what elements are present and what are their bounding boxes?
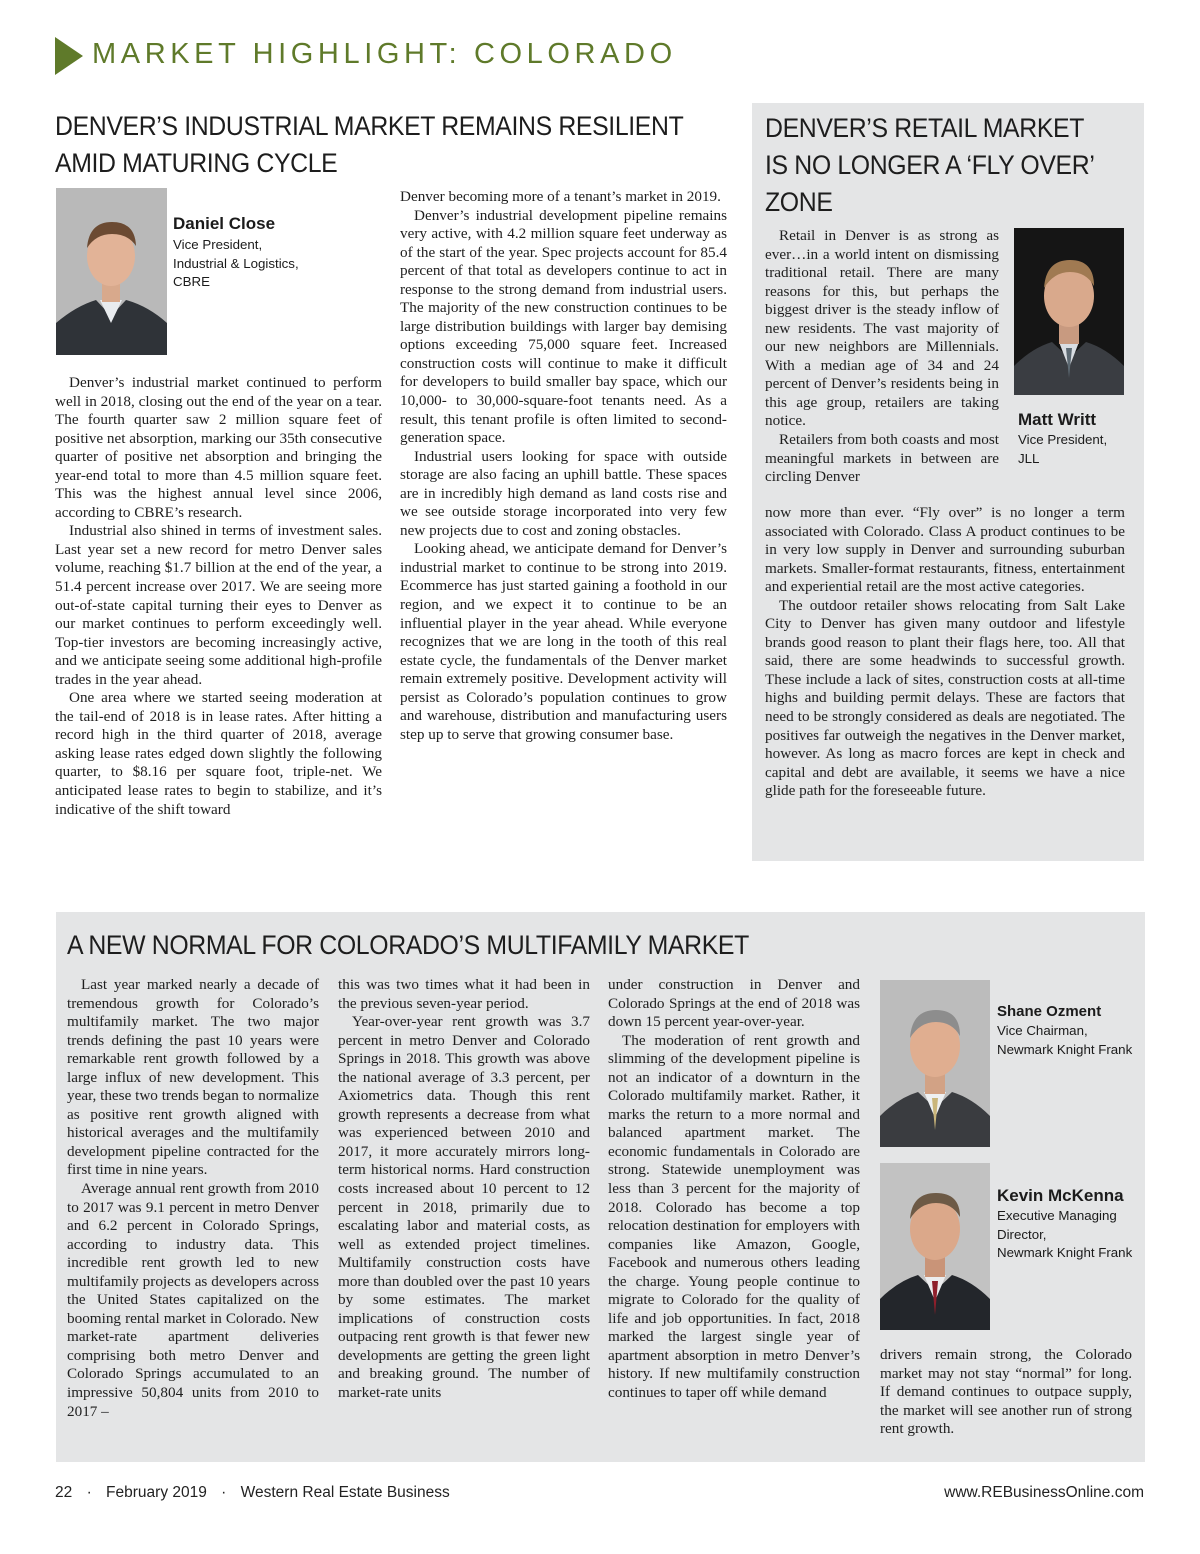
daniel-close-photo	[56, 188, 167, 355]
author-name: Kevin McKenna	[997, 1186, 1124, 1205]
author-name: Shane Ozment	[997, 1003, 1102, 1020]
multifamily-column-4	[880, 1346, 1132, 1439]
paragraph: Denver becoming more of a tenant’s market in 2019.	[400, 188, 721, 205]
author-title: Vice President, JLL	[1018, 432, 1108, 466]
retail-paragraph-1: Retail in Denver is as strong as ever…in a world intent on dismissing traditional retail. There are many reasons for this, but perhaps the biggest driver is the steady inflow of new residents. The vast majority of our new neighbors are Millennials. With a median age of 34 and 24 percent of Denver’s residents being in this age group, retailers are taking notice. Retailers from both coasts and most meaningful markets in between are circling Denver	[765, 227, 999, 486]
page-number: 22	[55, 1484, 73, 1501]
multifamily-headline: A NEW NORMAL FOR COLORADO’S MULTIFAMILY MARKET	[67, 930, 749, 960]
industrial-headline: DENVER’S INDUSTRIAL MARKET REMAINS RESILIENT AMID MATURING CYCLE	[55, 111, 684, 178]
author-title: Executive Managing Director, Newmark Knight Frank	[997, 1208, 1133, 1260]
multifamily-column-1	[67, 976, 319, 1421]
footer-separator: ·	[221, 1484, 227, 1501]
multifamily-column-2	[338, 976, 590, 1403]
paragraph: One area where we started seeing moderation at the tail-end of 2018 is in lease rates. After hitting a record high in the third quarter of 2018, average asking lease rates edged down slightly the following quarter, to $8.16 per square foot, triple-net. We anticipated lease rates to begin to stabilize, and it’s indicative of the shift toward	[55, 689, 382, 818]
paragraph: Last year marked nearly a decade of tremendous growth for Colorado’s multifamily market. The two major trends defining the past 10 years were remarkable rent growth followed by a large influx of new development. This year, these two trends began to normalize as positive rent growth aligned with historical averages and the multifamily development pipeline contracted for the first time in nine years.	[67, 976, 320, 1179]
author-name: Matt Writt	[1018, 410, 1097, 429]
author-title: Vice Chairman, Newmark Knight Frank	[997, 1023, 1133, 1057]
matt-writt-photo	[1014, 228, 1124, 395]
retail-headline: DENVER’S RETAIL MARKET IS NO LONGER A ‘FLY OVER’ ZONE	[765, 113, 1095, 217]
section-marker-icon	[55, 37, 83, 75]
footer-separator: ·	[86, 1484, 92, 1501]
paragraph: Average annual rent growth from 2010 to 2017 was 9.1 percent in metro Denver and 6.2 percent in Colorado Springs, according to industry data. This incredible rent growth led to new multifamily projects as developers across the United States capitalized on the booming rental market in Colorado. New market-rate apartment deliveries comprising both metro Denver and Colorado Springs accumulated to an impressive 50,804 units from 2010 to 2017 –	[67, 1180, 319, 1420]
paragraph: this was two times what it had been in the previous seven-year period.	[338, 976, 590, 1012]
section-title: MARKET HIGHLIGHT: COLORADO	[92, 38, 677, 70]
paragraph: Industrial also shined in terms of investment sales. Last year set a new record for metro Denver sales volume, reaching $1.7 billion at the end of the year, a 51.4 percent increase over 2017. We are seeing more out-of-state capital turning their eyes to Denver as our market continues to perform exceedingly well. Top-tier investors are becoming increasingly active, and we anticipate seeing some additional high-profile trades in the year ahead.	[55, 522, 382, 688]
retail-paragraph-continued: now more than ever. “Fly over” is no longer a term associated with Colorado. Class A product continues to be in very low supply in Denver and surrounding suburban markets. Smaller-format restaurants, fitness, entertainment and experiential retail are the most active categories. The outdoor retailer shows relocating from Salt Lake City to Denver has given many outdoor and lifestyle brands good reason to plant their flags here, too. All that said, there are some headwinds to successful growth. These include a lack of sites, construction costs at all-time highs and building permit delays. These are factors that need to be strongly considered as deals are negotiated. The positives far outweigh the negatives in the Denver market, however. As long as macro forces are kept in check and capital and debt are available, it seems we have a nice glide path for the foreseeable future.	[765, 504, 1125, 800]
multifamily-column-3	[608, 976, 860, 1403]
kevin-mckenna-photo	[880, 1163, 990, 1330]
issue-date: February 2019	[106, 1484, 207, 1501]
paragraph: Year-over-year rent growth was 3.7 percent in metro Denver and Colorado Springs in 2018. This growth was above the national average of 3.3 percent, per Axiometrics data. Though this rent growth represents a decrease from what was experienced between 2010 and 2017, it more accurately mirrors long-term historical norms. Hard construction costs increased about 10 percent to 12 percent in 2018, primarily due to escalating labor and material costs, as well as extended project timelines. Multifamily construction costs have more than doubled over the past 10 years by some estimates. The market implications of construction costs outpacing rent growth is that fewer new developments are getting the green light and breaking ground. The number of market-rate units	[338, 1013, 590, 1402]
paragraph: Denver’s industrial market continued to perform well in 2018, closing out the end of the year on a tear. The fourth quarter saw 2 million square feet of positive net absorption, marking our 35th consecutive quarter of positive net absorption and bringing the year-end total to more than 4.5 million square feet. This was the highest annual level since 2006, according to CBRE’s research.	[55, 374, 382, 521]
author-name: Daniel Close	[173, 214, 276, 233]
shane-ozment-photo	[880, 980, 990, 1147]
paragraph: Looking ahead, we anticipate demand for Denver’s industrial market to continue to be strong into 2019. Ecommerce has just started gaining a foothold in our region, and we expect it to continue to be an influential player in the year ahead. While everyone recognizes that we are long in the tooth of this real estate cycle, the fundamentals of the Denver market remain extremely positive. Development activity will persist as Colorado’s population continues to grow and warehouse, distribution and manufacturing users step up to serve that growing consumer base.	[400, 540, 727, 743]
paragraph: Denver’s industrial development pipeline remains very active, with 4.2 million square feet underway as of the start of the year. Spec projects account for 85.4 percent of that total as developers continue to act in response to the strong demand from industrial users. The majority of the new construction continues to be large distribution buildings with larger bay demising options exceeding 75,000 square feet. Increased construction costs will continue to make it difficult for developers to build smaller bay space, which our 10,000- to 30,000-square-foot tenants need. As a result, this tenant profile is often limited to second-generation space.	[400, 206, 727, 447]
paragraph: The moderation of rent growth and slimming of the development pipeline is not an indicator of a downturn in the Colorado multifamily market. Rather, it marks the return to a more normal and balanced apartment market. The economic fundamentals in Colorado are strong. Statewide unemployment was less than 3 percent for the majority of 2018. Colorado has become a top relocation destination for employers with companies like Amazon, Google, Facebook and numerous others leading the charge. Young people continue to migrate to Colorado for the quality of life and job opportunities. In fact, 2018 marked the largest single year of apartment absorption in metro Denver’s history. If new multifamily construction continues to taper off while demand	[608, 1031, 860, 1402]
paragraph: Industrial users looking for space with outside storage are also facing an uphill battle. These spaces are in incredibly high demand as land costs rise and we see outside storage incorporated into very few new projects due to cost and zoning obstacles.	[400, 447, 727, 539]
paragraph: drivers remain strong, the Colorado market may not stay “normal” for long. If demand continues to outpace supply, the market will see another run of strong rent growth.	[880, 1346, 1132, 1438]
paragraph: under construction in Denver and Colorado Springs at the end of 2018 was down 15 percent year-over-year.	[608, 976, 860, 1031]
industrial-column-1	[55, 374, 382, 819]
author-title: Vice President, Industrial & Logistics, CBRE	[173, 237, 299, 289]
website-link[interactable]: www.REBusinessOnline.com	[944, 1484, 1144, 1501]
footer-left	[55, 1484, 450, 1502]
publication-name: Western Real Estate Business	[240, 1484, 450, 1501]
industrial-column-2	[400, 188, 727, 744]
